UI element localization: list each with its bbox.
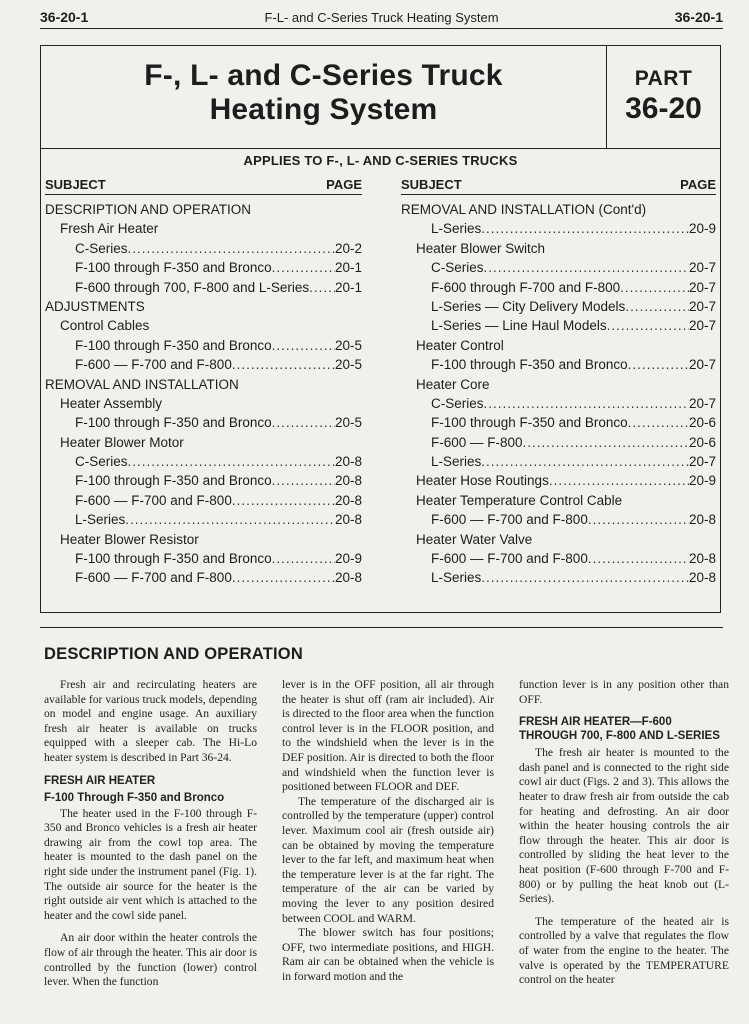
page-number-left: 36-20-1	[40, 9, 89, 25]
toc-entry	[401, 568, 716, 587]
toc-entry-text: Heater Hose Routings	[416, 473, 549, 489]
toc-right-list	[401, 200, 716, 588]
title-line-1: F-, L- and C-Series Truck	[144, 59, 503, 92]
toc-entry-text: REMOVAL AND INSTALLATION (Cont'd)	[401, 202, 647, 217]
toc-entry-text: C-Series	[431, 395, 484, 411]
toc-entry-page: 20-6	[688, 415, 716, 431]
toc-entry-page: 20-5	[334, 357, 362, 373]
toc-entry	[401, 394, 716, 413]
toc-dot-leader	[484, 394, 689, 413]
toc-entry	[45, 278, 362, 297]
toc-dot-leader	[272, 413, 335, 432]
toc-entry	[45, 258, 362, 277]
toc-entry	[45, 336, 362, 355]
running-title: F-L- and C-Series Truck Heating System	[264, 10, 499, 25]
page-header: PAGE	[326, 177, 362, 192]
paragraph: lever is in the OFF position, all air through the heater is shut off (ram air included). Air is directed to the floor area when the function control lever is in the FLOOR position, and to the windshield when the lever is in the DEF position. Air is directed to both the floor and windshield when the function lever is positioned between FLOOR and DEF.	[282, 678, 494, 794]
paragraph: The blower switch has four positions; OFF, two intermediate positions, and HIGH. Ram air can be obtained when the vehicle is in forward motion and the	[282, 926, 494, 983]
subheading-f600-heater: FRESH AIR HEATER—F-600 THROUGH 700, F-800 AND L-SERIES	[519, 716, 720, 743]
toc-entry	[401, 452, 716, 471]
toc-entry-text: Heater Blower Switch	[416, 240, 546, 256]
toc-entry	[401, 491, 716, 510]
toc-entry	[45, 530, 362, 549]
toc-entry	[401, 355, 716, 374]
toc-entry-text: Heater Blower Motor	[60, 434, 184, 450]
toc-dot-leader	[272, 549, 335, 568]
text-column-2	[282, 678, 494, 984]
toc-entry-text: F-600 — F-800	[431, 434, 523, 450]
toc-dot-leader	[484, 258, 689, 277]
toc-left-list	[45, 200, 362, 588]
toc-dot-leader	[232, 355, 335, 374]
toc-dot-leader	[128, 239, 335, 258]
toc-entry	[45, 200, 362, 219]
toc-entry-text: F-100 through F-350 and Bronco	[75, 551, 272, 567]
toc-entry	[45, 433, 362, 452]
part-label: PART	[634, 67, 693, 90]
toc-entry	[45, 355, 362, 374]
toc-entry-text: L-Series	[431, 454, 482, 470]
toc-entry	[401, 219, 716, 238]
toc-entry	[45, 394, 362, 413]
toc-entry	[401, 278, 716, 297]
toc-entry-page: 20-8	[334, 473, 362, 489]
toc-entry	[45, 452, 362, 471]
toc-right-column	[401, 176, 716, 588]
paragraph: An air door within the heater controls the flow of air through the heater. This air door is controlled by the function (lower) control lever. When the function	[44, 931, 257, 989]
toc-entry-page: 20-7	[688, 260, 716, 276]
title-box	[40, 45, 721, 613]
toc-entry-page: 20-1	[334, 279, 362, 295]
toc-entry-text: DESCRIPTION AND OPERATION	[45, 202, 252, 217]
toc-entry	[401, 549, 716, 568]
toc-entry-text: L-Series	[431, 221, 482, 237]
toc-entry-text: L-Series	[75, 512, 126, 528]
toc-entry-page: 20-7	[688, 318, 716, 334]
toc-entry-page: 20-1	[334, 260, 362, 276]
toc-entry-page: 20-5	[334, 415, 362, 431]
running-header	[40, 6, 723, 29]
toc-entry-text: Heater Assembly	[60, 395, 163, 411]
toc-dot-leader	[481, 568, 689, 587]
page-header: PAGE	[680, 177, 716, 192]
toc-entry	[401, 510, 716, 529]
toc-entry-text: F-600 — F-700 and F-800	[75, 570, 232, 586]
toc-entry-text: F-600 through 700, F-800 and L-Series	[75, 279, 310, 295]
toc-dot-leader	[481, 219, 689, 238]
toc-entry-text: F-100 through F-350 and Bronco	[75, 260, 272, 276]
toc-entry	[401, 297, 716, 316]
toc-entry	[45, 219, 362, 238]
toc-dot-leader	[272, 258, 335, 277]
toc-entry-page: 20-8	[334, 454, 362, 470]
toc-entry	[401, 239, 716, 258]
toc-entry-page: 20-9	[688, 221, 716, 237]
toc-entry-page: 20-7	[688, 395, 716, 411]
toc-entry-text: ADJUSTMENTS	[45, 298, 145, 314]
subheading-fresh-air-heater: FRESH AIR HEATER	[44, 774, 156, 787]
toc-entry-page: 20-2	[334, 240, 362, 256]
paragraph: The fresh air heater is mounted to the dash panel and is connected to the right side cowl air duct (Figs. 2 and 3). This allows the heater to draw fresh air from outside the cab for heating and defrosting. An air door within the heater housing controls the air flow through the heater. This air door is controlled by sliding the heat lever to the heat position (F-600 through F-700 and F-800) or by pulling the heat knob out (L-Series).	[519, 746, 729, 906]
toc-entry-text: L-Series — City Delivery Models	[431, 298, 626, 314]
toc-dot-leader	[607, 316, 689, 335]
toc-dot-leader	[128, 452, 335, 471]
toc-dot-leader	[620, 278, 689, 297]
paragraph: The temperature of the discharged air is controlled by the temperature (upper) control lever. Maximum cool air (fresh outside air) can be obtained by moving the temperature lever to the far left, and maximum heat when the temperature lever is at the far right. The temperature of the air can be varied by moving the lever to any position desired between COOL and WARM.	[282, 794, 494, 925]
toc-entry-text: F-100 through F-350 and Bronco	[75, 473, 272, 489]
toc-dot-leader	[549, 471, 689, 490]
text-column-3	[519, 678, 729, 988]
toc-entry-text: C-Series	[75, 454, 128, 470]
toc-header	[45, 176, 362, 195]
toc-entry-text: F-600 — F-700 and F-800	[75, 357, 232, 373]
toc-entry-text: Heater Core	[416, 376, 490, 392]
toc-dot-leader	[481, 452, 689, 471]
subheading-f100: F-100 Through F-350 and Bronco	[44, 791, 225, 804]
toc-left-column	[45, 176, 362, 588]
toc-entry	[45, 549, 362, 568]
toc-entry-page: 20-9	[688, 473, 716, 489]
title-line-2: Heating System	[209, 93, 438, 126]
paragraph: Fresh air and recirculating heaters are available for various truck models, depending on model and engine usage. An auxiliary fresh air heater is available on trucks equipped with a sleeper cab. The Hi-Lo heater system is described in Part 36-24.	[44, 678, 257, 764]
paragraph: The temperature of the heated air is controlled by a valve that regulates the flow of water from the engine to the heater. The valve is operated by the TEMPERATURE control on the heater	[519, 914, 729, 987]
toc-header	[401, 176, 716, 195]
toc-entry-text: F-600 through F-700 and F-800	[431, 279, 621, 295]
toc-entry-text: Control Cables	[60, 318, 150, 334]
toc-entry-page: 20-7	[688, 298, 716, 314]
toc-entry-text: F-100 through F-350 and Bronco	[431, 415, 628, 431]
section-title: DESCRIPTION AND OPERATION	[44, 645, 303, 663]
text-column-1	[44, 678, 257, 990]
toc-entry	[45, 491, 362, 510]
toc-entry-page: 20-7	[688, 357, 716, 373]
paragraph: The heater used in the F-100 through F-350 and Bronco vehicles is a fresh air heater drawing air from the cowl top area. The heater is mounted to the dash panel on the right side under the instrument panel (Fig. 1). The outside air source for the heater is the right outside air vent which is attached to the heater and the cowl side panel.	[44, 806, 257, 922]
toc-entry	[401, 316, 716, 335]
toc-entry-page: 20-8	[688, 570, 716, 586]
toc-entry	[45, 239, 362, 258]
toc-entry	[401, 433, 716, 452]
toc-entry-text: F-100 through F-350 and Bronco	[431, 357, 628, 373]
toc-dot-leader	[272, 336, 335, 355]
toc-entry-text: REMOVAL AND INSTALLATION	[45, 376, 239, 392]
toc-entry	[401, 336, 716, 355]
toc-dot-leader	[588, 549, 689, 568]
toc-entry	[45, 471, 362, 490]
part-number: 36-20	[625, 92, 702, 125]
document-title	[41, 46, 607, 148]
toc-entry	[401, 258, 716, 277]
toc-entry	[45, 297, 362, 316]
toc-dot-leader	[625, 297, 689, 316]
toc-entry-text: F-600 — F-700 and F-800	[431, 512, 588, 528]
paragraph: function lever is in any position other than OFF.	[519, 678, 729, 706]
toc-entry	[45, 510, 362, 529]
toc-entry-page: 20-7	[688, 454, 716, 470]
toc-entry-page: 20-8	[688, 512, 716, 528]
section-divider	[40, 627, 723, 628]
toc-entry-text: Heater Control	[416, 337, 504, 353]
part-box	[607, 46, 720, 148]
toc-dot-leader	[628, 413, 689, 432]
toc-entry-text: Heater Water Valve	[416, 531, 533, 547]
toc-entry-text: L-Series	[431, 570, 482, 586]
toc-entry	[401, 530, 716, 549]
toc-entry	[401, 375, 716, 394]
toc-entry-page: 20-8	[334, 512, 362, 528]
subject-header: SUBJECT	[401, 177, 462, 192]
toc-entry-text: F-100 through F-350 and Bronco	[75, 415, 272, 431]
toc-dot-leader	[125, 510, 335, 529]
toc-entry-text: Heater Temperature Control Cable	[416, 492, 623, 508]
toc-entry-text: F-100 through F-350 and Bronco	[75, 337, 272, 353]
toc-dot-leader	[588, 510, 689, 529]
toc-entry	[401, 471, 716, 490]
toc-entry-page: 20-7	[688, 279, 716, 295]
toc-entry-text: F-600 — F-700 and F-800	[431, 551, 588, 567]
toc-entry	[45, 413, 362, 432]
toc-dot-leader	[523, 433, 689, 452]
toc-entry-text: Heater Blower Resistor	[60, 531, 199, 547]
toc-entry-text: Fresh Air Heater	[60, 221, 159, 237]
applies-to: APPLIES TO F-, L- AND C-SERIES TRUCKS	[41, 148, 720, 177]
toc-entry-text: C-Series	[431, 260, 484, 276]
toc-entry	[45, 316, 362, 335]
toc-entry-text: L-Series — Line Haul Models	[431, 318, 607, 334]
toc-dot-leader	[272, 471, 335, 490]
toc-entry-text: C-Series	[75, 240, 128, 256]
toc-dot-leader	[232, 568, 335, 587]
toc-entry-page: 20-5	[334, 337, 362, 353]
toc-entry	[401, 413, 716, 432]
toc-dot-leader	[232, 491, 335, 510]
toc-entry	[45, 568, 362, 587]
toc-entry	[45, 375, 362, 394]
toc-entry-page: 20-8	[334, 492, 362, 508]
toc-entry-text: F-600 — F-700 and F-800	[75, 492, 232, 508]
toc-dot-leader	[309, 278, 335, 297]
toc-entry-page: 20-8	[688, 551, 716, 567]
subject-header: SUBJECT	[45, 177, 106, 192]
toc-entry-page: 20-9	[334, 551, 362, 567]
page-number-right: 36-20-1	[674, 9, 723, 25]
toc-dot-leader	[628, 355, 689, 374]
toc-entry-page: 20-8	[334, 570, 362, 586]
toc-entry	[401, 200, 716, 219]
toc-entry-page: 20-6	[688, 434, 716, 450]
